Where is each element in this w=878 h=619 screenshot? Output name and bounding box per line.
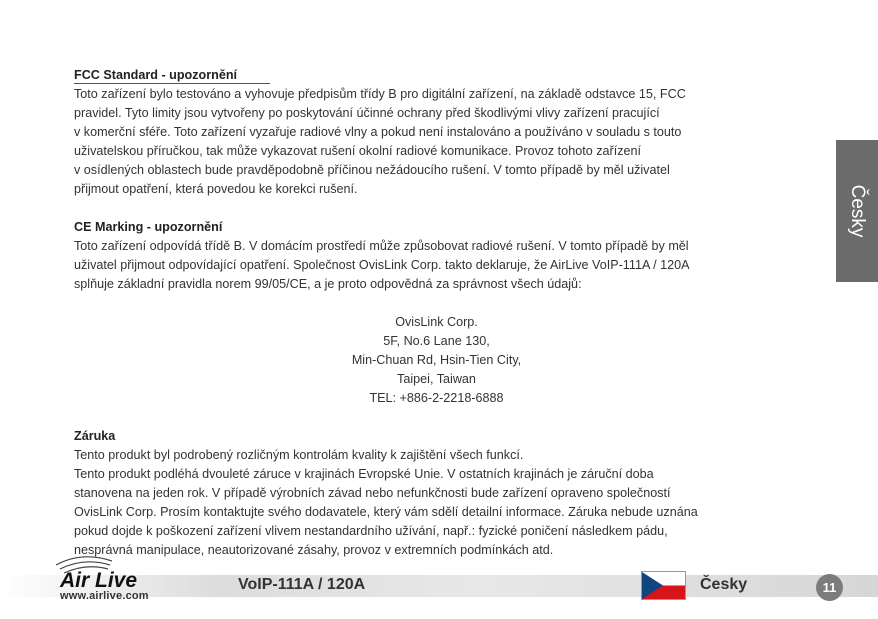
warranty-line: OvisLink Corp. Prosím kontaktujte svého dodavatele, který vám sdělí detailní informace. Záruka nebude uznána	[74, 505, 698, 519]
fcc-line: Toto zařízení bylo testováno a vyhovuje předpisům třídy B pro digitální zařízení, na základě odstavce 15, FCC	[74, 87, 686, 101]
fcc-line: uživatelskou příručkou, tak může vykazovat rušení okolní radiové komunikace. Provoz tohoto zařízení	[74, 144, 641, 158]
ce-line: uživatel přijmout odpovídající opatření. Společnost OvisLink Corp. takto deklaruje, že AirLive VoIP-111A / 120A	[74, 258, 690, 272]
warranty-line: Tento produkt byl podrobený rozličným kontrolám kvality k zajištění všech funkcí.	[74, 448, 524, 462]
fcc-heading: FCC Standard - upozornění	[74, 68, 238, 82]
address-line: TEL: +886-2-2218-6888	[369, 391, 504, 405]
czech-flag-icon	[641, 571, 686, 600]
footer-language-label: Česky	[700, 576, 748, 593]
company-address	[74, 313, 799, 408]
fcc-line: v osídlených oblastech bude pravděpodobně příčinou nežádoucího rušení. V tomto případě by měl uživatel	[74, 163, 670, 177]
document-body	[74, 66, 799, 560]
ce-line: splňuje základní pravidla norem 99/05/CE, a je proto odpovědná za správnost všech údajů:	[74, 277, 582, 291]
warranty-line: nesprávná manipulace, neautorizované zásahy, provoz v extremních podmínkách atd.	[74, 543, 554, 557]
page-number-badge: 11	[816, 574, 843, 601]
address-line: OvisLink Corp.	[395, 315, 478, 329]
fcc-section	[74, 66, 799, 199]
warranty-heading: Záruka	[74, 429, 116, 443]
side-tab-label: Česky	[847, 184, 868, 238]
address-line: Min-Chuan Rd, Hsin-Tien City,	[351, 353, 522, 367]
address-line: 5F, No.6 Lane 130,	[383, 334, 490, 348]
logo-wordmark: Air Live	[60, 569, 138, 592]
warranty-line: stanovena na jeden rok. V případě výrobních závad nebo nefunkčnosti bude zařízení opraveno společností	[74, 486, 671, 500]
warranty-line: Tento produkt podléhá dvouleté záruce v krajinách Evropské Unie. V ostatních krajinách je záruční doba	[74, 467, 654, 481]
language-side-tab	[836, 140, 878, 282]
ce-line: Toto zařízení odpovídá třídě B. V domácím prostředí může způsobovat radiové rušení. V tomto případě by měl	[74, 239, 689, 253]
warranty-section	[74, 427, 799, 560]
model-name: VoIP-111A / 120A	[238, 576, 366, 593]
ce-section	[74, 218, 799, 408]
warranty-line: pokud dojde k poškození zařízení vlivem nestandardního užívání, např.: fyzické poničení následkem pádu,	[74, 524, 668, 538]
logo-url: www.airlive.com	[60, 590, 149, 602]
address-line: Taipei, Taiwan	[397, 372, 476, 386]
ce-heading: CE Marking - upozornění	[74, 220, 223, 234]
fcc-line: přijmout opatření, která povedou ke korekci rušení.	[74, 182, 358, 196]
fcc-line: v komerční sféře. Toto zařízení vyzařuje radiové vlny a pokud není instalováno a používáno v souladu s touto	[74, 125, 682, 139]
fcc-line: pravidel. Tyto limity jsou vytvořeny po poskytování účinné ochrany před škodlivými vlivy zařízení pracující	[74, 106, 660, 120]
